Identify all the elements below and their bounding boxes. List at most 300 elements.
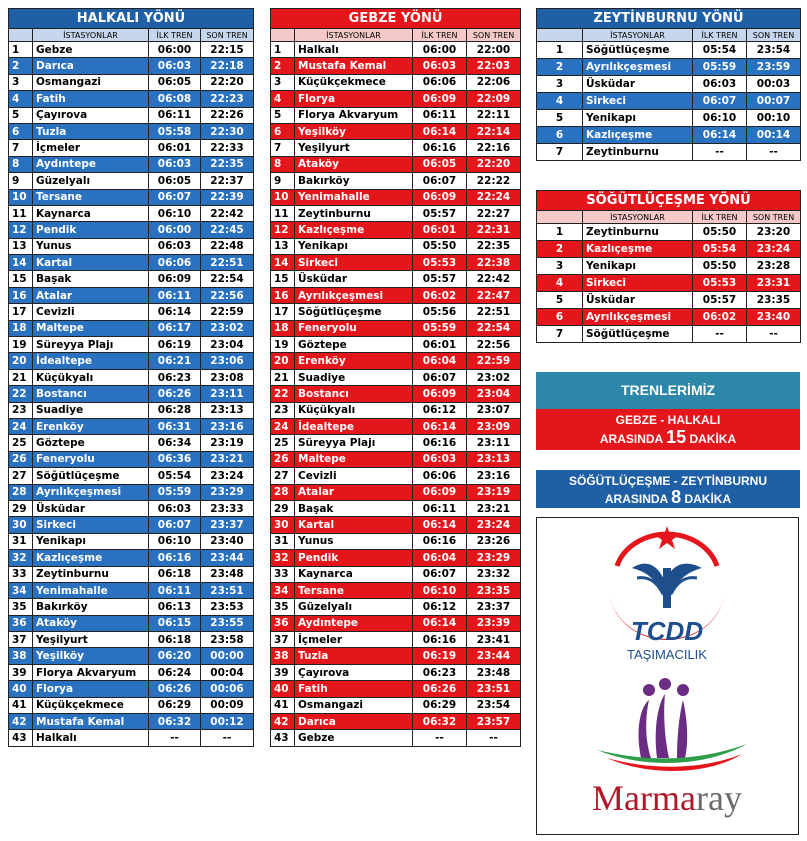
table-row (271, 484, 521, 500)
station-name: Söğütlüçeşme (33, 468, 149, 484)
stations-header: İSTASYONLAR (295, 29, 413, 42)
first-train-time: 06:03 (413, 451, 467, 467)
station-number: 14 (271, 255, 295, 271)
station-number: 15 (271, 271, 295, 287)
station-name: Kazlıçeşme (295, 222, 413, 238)
station-name: Gebze (295, 730, 413, 746)
first-train-time: 06:03 (149, 238, 201, 254)
table-row (271, 681, 521, 697)
station-name: Halkalı (295, 42, 413, 58)
station-name: Üsküdar (583, 292, 693, 309)
station-number: 1 (271, 42, 295, 58)
last-train-time: 23:29 (467, 550, 521, 566)
station-name: Küçükyalı (295, 402, 413, 418)
station-number: 36 (271, 615, 295, 631)
station-name: Bakırköy (295, 173, 413, 189)
first-train-time: 05:53 (413, 255, 467, 271)
station-name: Sirkeci (583, 275, 693, 292)
last-train-time: 23:40 (201, 533, 254, 549)
station-name: İdealtepe (33, 353, 149, 369)
last-train-time: 22:59 (201, 304, 254, 320)
table-row (271, 222, 521, 238)
last-train-time: 22:54 (201, 271, 254, 287)
station-name: Erenköy (33, 418, 149, 434)
last-train-time: 23:24 (747, 241, 801, 258)
station-name: Ataköy (295, 156, 413, 172)
table-row (271, 287, 521, 303)
table-row (271, 500, 521, 516)
first-train-time: 06:09 (413, 484, 467, 500)
first-train-time: 06:09 (149, 271, 201, 287)
interval-route: SÖĞÜTLÜÇEŞME - ZEYTİNBURNU (569, 474, 767, 488)
first-train-time: 05:54 (693, 42, 747, 59)
station-number: 23 (271, 402, 295, 418)
last-train-time: 22:31 (467, 222, 521, 238)
last-train-time: 23:11 (467, 435, 521, 451)
gebze-table (270, 8, 521, 747)
station-name: Yenikapı (295, 238, 413, 254)
station-name: Kartal (295, 517, 413, 533)
last-train-time: 23:51 (201, 582, 254, 598)
last-train-time: 23:24 (467, 517, 521, 533)
station-number: 4 (271, 91, 295, 107)
first-train-time: 06:08 (149, 91, 201, 107)
first-train-time: 06:02 (413, 287, 467, 303)
last-train-time: 23:16 (467, 468, 521, 484)
table-row (271, 418, 521, 434)
table-row (271, 664, 521, 680)
station-number: 19 (9, 337, 33, 353)
last-train-time: 22:42 (201, 205, 254, 221)
station-name: Yunus (33, 238, 149, 254)
last-train-time: 23:13 (467, 451, 521, 467)
first-train-time: 06:09 (413, 91, 467, 107)
station-number: 39 (9, 664, 33, 680)
station-name: Tersane (33, 189, 149, 205)
first-train-time: -- (413, 730, 467, 746)
first-train-time: 05:56 (413, 304, 467, 320)
table-row (537, 42, 801, 59)
station-name: Zeytinburnu (295, 205, 413, 221)
first-train-time: 06:00 (149, 222, 201, 238)
table-row (9, 484, 254, 500)
station-name: Sirkeci (583, 93, 693, 110)
first-train-time: 06:07 (693, 93, 747, 110)
first-train-time: 06:14 (413, 418, 467, 434)
last-train-time: 23:06 (201, 353, 254, 369)
last-train-time: 00:04 (201, 664, 254, 680)
table-row (537, 110, 801, 127)
first-train-time: 06:11 (413, 107, 467, 123)
station-name: Yenikapı (583, 110, 693, 127)
station-number: 38 (271, 648, 295, 664)
table-row (271, 697, 521, 713)
last-train-time: 22:56 (201, 287, 254, 303)
station-name: Yeşilyurt (33, 632, 149, 648)
first-train-time: 06:16 (413, 533, 467, 549)
station-number: 42 (9, 714, 33, 730)
stations-header: İSTASYONLAR (583, 211, 693, 224)
table-row (271, 42, 521, 58)
first-train-time: 05:57 (413, 271, 467, 287)
last-train-time: 23:04 (467, 386, 521, 402)
station-name: Üsküdar (33, 500, 149, 516)
table-row (537, 59, 801, 76)
table-row (9, 714, 254, 730)
table-row (9, 337, 254, 353)
station-name: Feneryolu (33, 451, 149, 467)
first-train-time: 06:09 (413, 386, 467, 402)
last-train-time: 22:51 (201, 255, 254, 271)
station-number: 31 (271, 533, 295, 549)
table-row (9, 664, 254, 680)
last-train-time: 22:35 (467, 238, 521, 254)
last-train-time: 22:23 (201, 91, 254, 107)
station-number: 9 (271, 173, 295, 189)
first-train-time: -- (693, 144, 747, 161)
first-train-time: 06:31 (149, 418, 201, 434)
station-number: 1 (9, 42, 33, 58)
first-train-time: 06:24 (149, 664, 201, 680)
first-train-time: 06:01 (413, 222, 467, 238)
station-name: Mustafa Kemal (33, 714, 149, 730)
station-name: Sirkeci (33, 517, 149, 533)
station-number: 27 (271, 468, 295, 484)
station-name: Florya (33, 681, 149, 697)
last-train-time: 22:00 (467, 42, 521, 58)
station-name: Zeytinburnu (583, 144, 693, 161)
tcdd-logo (537, 518, 798, 834)
last-train-time: 22:06 (467, 74, 521, 90)
trains-info-box (536, 372, 800, 450)
first-train-time: 06:16 (413, 435, 467, 451)
station-number: 22 (9, 386, 33, 402)
last-train-time: 22:18 (201, 58, 254, 74)
last-train-time: 23:48 (201, 566, 254, 582)
station-name: İdealtepe (295, 418, 413, 434)
station-number: 19 (271, 337, 295, 353)
table-row (271, 107, 521, 123)
last-train-header: SON TREN (467, 29, 521, 42)
table-row (9, 402, 254, 418)
first-train-time: 06:18 (149, 632, 201, 648)
last-train-time: 23:13 (201, 402, 254, 418)
station-name: Ayrılıkçeşmesi (295, 287, 413, 303)
station-number: 30 (9, 517, 33, 533)
station-number: 38 (9, 648, 33, 664)
logo-panel (536, 517, 799, 835)
station-number: 23 (9, 402, 33, 418)
table-row (9, 320, 254, 336)
last-train-time: 22:56 (467, 337, 521, 353)
station-name: Atalar (295, 484, 413, 500)
station-name: Kaynarca (295, 566, 413, 582)
first-train-time: 06:29 (149, 697, 201, 713)
station-name: Yenikapı (33, 533, 149, 549)
first-train-time: 06:04 (413, 550, 467, 566)
last-train-time: 22:45 (201, 222, 254, 238)
last-train-time: 23:19 (467, 484, 521, 500)
station-number: 6 (271, 123, 295, 139)
station-name: Küçükyalı (33, 369, 149, 385)
first-train-time: 06:28 (149, 402, 201, 418)
station-name: Başak (295, 500, 413, 516)
station-number: 21 (9, 369, 33, 385)
table-row (9, 271, 254, 287)
station-name: Yenimahalle (295, 189, 413, 205)
last-train-time: 23:29 (201, 484, 254, 500)
station-name: Kazlıçeşme (583, 127, 693, 144)
first-train-time: 06:12 (413, 599, 467, 615)
station-name: Çayırova (33, 107, 149, 123)
first-train-time: 06:13 (149, 599, 201, 615)
first-train-header: İLK TREN (413, 29, 467, 42)
station-name: Pendik (295, 550, 413, 566)
last-train-time: 23:21 (467, 500, 521, 516)
interval-text: ARASINDA 15 DAKİKA (599, 427, 737, 447)
first-train-time: 06:03 (413, 58, 467, 74)
last-train-time: 00:14 (747, 127, 801, 144)
station-name: Tuzla (33, 123, 149, 139)
first-train-time: 06:05 (149, 173, 201, 189)
last-train-time: 22:47 (467, 287, 521, 303)
table-row (271, 337, 521, 353)
table-row (271, 156, 521, 172)
station-number: 1 (537, 224, 583, 241)
station-number: 29 (9, 500, 33, 516)
station-number: 8 (9, 156, 33, 172)
station-name: Yeşilköy (33, 648, 149, 664)
table-row (271, 74, 521, 90)
first-train-time: 06:26 (149, 386, 201, 402)
last-train-time: 23:02 (467, 369, 521, 385)
station-number: 30 (271, 517, 295, 533)
station-number: 3 (9, 74, 33, 90)
table-row (9, 451, 254, 467)
first-train-time: 06:15 (149, 615, 201, 631)
table-row (9, 205, 254, 221)
station-number: 11 (271, 205, 295, 221)
station-name: Yenimahalle (33, 582, 149, 598)
last-train-time: -- (201, 730, 254, 746)
station-name: İçmeler (33, 140, 149, 156)
station-number: 16 (9, 287, 33, 303)
station-number: 3 (537, 76, 583, 93)
last-train-time: 23:44 (201, 550, 254, 566)
station-number: 32 (271, 550, 295, 566)
last-train-time: 22:48 (201, 238, 254, 254)
station-number: 26 (271, 451, 295, 467)
last-train-time: 22:09 (467, 91, 521, 107)
first-train-time: 06:16 (413, 140, 467, 156)
station-name: Feneryolu (295, 320, 413, 336)
station-name: Bostancı (33, 386, 149, 402)
table-row (537, 144, 801, 161)
table-row (537, 76, 801, 93)
first-train-time: 06:07 (413, 173, 467, 189)
station-name: Bostancı (295, 386, 413, 402)
station-name: Ataköy (33, 615, 149, 631)
last-train-time: 23:48 (467, 664, 521, 680)
first-train-header: İLK TREN (693, 211, 747, 224)
station-number: 20 (271, 353, 295, 369)
first-train-time: 06:02 (693, 309, 747, 326)
last-train-time: 23:35 (747, 292, 801, 309)
table-row (271, 320, 521, 336)
station-number: 17 (9, 304, 33, 320)
table-row (9, 156, 254, 172)
last-train-time: 23:16 (201, 418, 254, 434)
station-number: 39 (271, 664, 295, 680)
tasimacilik-text: TAŞIMACILIK (627, 647, 707, 662)
station-name: Süreyya Plajı (33, 337, 149, 353)
first-train-time: 06:14 (413, 517, 467, 533)
station-number: 43 (9, 730, 33, 746)
station-number: 27 (9, 468, 33, 484)
station-name: Göztepe (295, 337, 413, 353)
first-train-header: İLK TREN (149, 29, 201, 42)
station-name: Suadiye (295, 369, 413, 385)
station-number: 37 (9, 632, 33, 648)
station-name: Üsküdar (583, 76, 693, 93)
table-row (271, 730, 521, 746)
station-name: Kaynarca (33, 205, 149, 221)
station-number: 40 (9, 681, 33, 697)
station-number: 24 (271, 418, 295, 434)
station-number: 37 (271, 632, 295, 648)
last-train-time: 23:44 (467, 648, 521, 664)
last-train-time: 23:09 (467, 418, 521, 434)
first-train-time: 05:54 (693, 241, 747, 258)
station-name: Kazlıçeşme (583, 241, 693, 258)
table-row (9, 418, 254, 434)
table-row (271, 582, 521, 598)
table-row (271, 173, 521, 189)
last-train-time: 23:55 (201, 615, 254, 631)
first-train-time: 06:32 (413, 714, 467, 730)
table-row (271, 58, 521, 74)
station-number: 9 (9, 173, 33, 189)
last-train-time: 00:06 (201, 681, 254, 697)
last-train-time: 22:11 (467, 107, 521, 123)
station-name: Küçükçekmece (295, 74, 413, 90)
station-name: Zeytinburnu (583, 224, 693, 241)
last-train-time: 22:03 (467, 58, 521, 74)
station-number: 24 (9, 418, 33, 434)
table-row (271, 369, 521, 385)
station-number: 28 (271, 484, 295, 500)
table-row (9, 730, 254, 746)
table-row (537, 241, 801, 258)
table-row (9, 615, 254, 631)
first-train-time: 06:03 (149, 156, 201, 172)
table-row (271, 353, 521, 369)
first-train-time: 06:32 (149, 714, 201, 730)
last-train-time: 22:37 (201, 173, 254, 189)
first-train-time: 06:12 (413, 402, 467, 418)
last-train-time: 23:51 (467, 681, 521, 697)
table-row (271, 238, 521, 254)
table-row (9, 304, 254, 320)
sogutlucesme-table (536, 190, 801, 343)
table-row (537, 224, 801, 241)
station-name: Yeşilyurt (295, 140, 413, 156)
first-train-time: 06:11 (413, 500, 467, 516)
table-row (271, 714, 521, 730)
station-number: 35 (271, 599, 295, 615)
table-row (9, 238, 254, 254)
station-name: Fatih (33, 91, 149, 107)
first-train-time: 06:01 (413, 337, 467, 353)
table-row (9, 173, 254, 189)
station-number: 5 (271, 107, 295, 123)
last-train-time: -- (747, 144, 801, 161)
station-name: Güzelyalı (295, 599, 413, 615)
station-name: Söğütlüçeşme (583, 42, 693, 59)
last-train-time: 23:33 (201, 500, 254, 516)
station-name: Yenikapı (583, 258, 693, 275)
table-row (271, 140, 521, 156)
last-train-time: 00:10 (747, 110, 801, 127)
last-train-time: 22:26 (201, 107, 254, 123)
last-train-time: 23:24 (201, 468, 254, 484)
table-row (537, 127, 801, 144)
table-row (9, 255, 254, 271)
first-train-time: 06:10 (149, 205, 201, 221)
first-train-time: 06:29 (413, 697, 467, 713)
table-row (537, 258, 801, 275)
last-train-time: 23:19 (201, 435, 254, 451)
table-row (9, 468, 254, 484)
table-row (271, 451, 521, 467)
first-train-time: 06:07 (149, 189, 201, 205)
table-row (271, 402, 521, 418)
first-train-time: 05:53 (693, 275, 747, 292)
first-train-time: 06:19 (149, 337, 201, 353)
last-train-time: 22:38 (467, 255, 521, 271)
table-row (537, 93, 801, 110)
station-number: 4 (537, 275, 583, 292)
station-name: Üsküdar (295, 271, 413, 287)
first-train-time: 05:50 (693, 258, 747, 275)
last-train-time: 23:53 (201, 599, 254, 615)
station-number: 4 (9, 91, 33, 107)
station-name: Kartal (33, 255, 149, 271)
first-train-time: 06:01 (149, 140, 201, 156)
station-number: 33 (9, 566, 33, 582)
table-row (537, 309, 801, 326)
table-row (9, 550, 254, 566)
last-train-time: 23:26 (467, 533, 521, 549)
station-name: Aydıntepe (33, 156, 149, 172)
station-number: 18 (9, 320, 33, 336)
station-number: 32 (9, 550, 33, 566)
last-train-header: SON TREN (747, 211, 801, 224)
first-train-time: 06:14 (149, 304, 201, 320)
last-train-time: 22:22 (467, 173, 521, 189)
station-number: 20 (9, 353, 33, 369)
station-number: 13 (271, 238, 295, 254)
table-row (9, 500, 254, 516)
station-number: 6 (9, 123, 33, 139)
table-row (271, 533, 521, 549)
station-number: 6 (537, 127, 583, 144)
station-name: Güzelyalı (33, 173, 149, 189)
first-train-time: 05:57 (413, 205, 467, 221)
last-train-time: 22:42 (467, 271, 521, 287)
zeytinburnu-table (536, 8, 801, 161)
station-number: 25 (271, 435, 295, 451)
